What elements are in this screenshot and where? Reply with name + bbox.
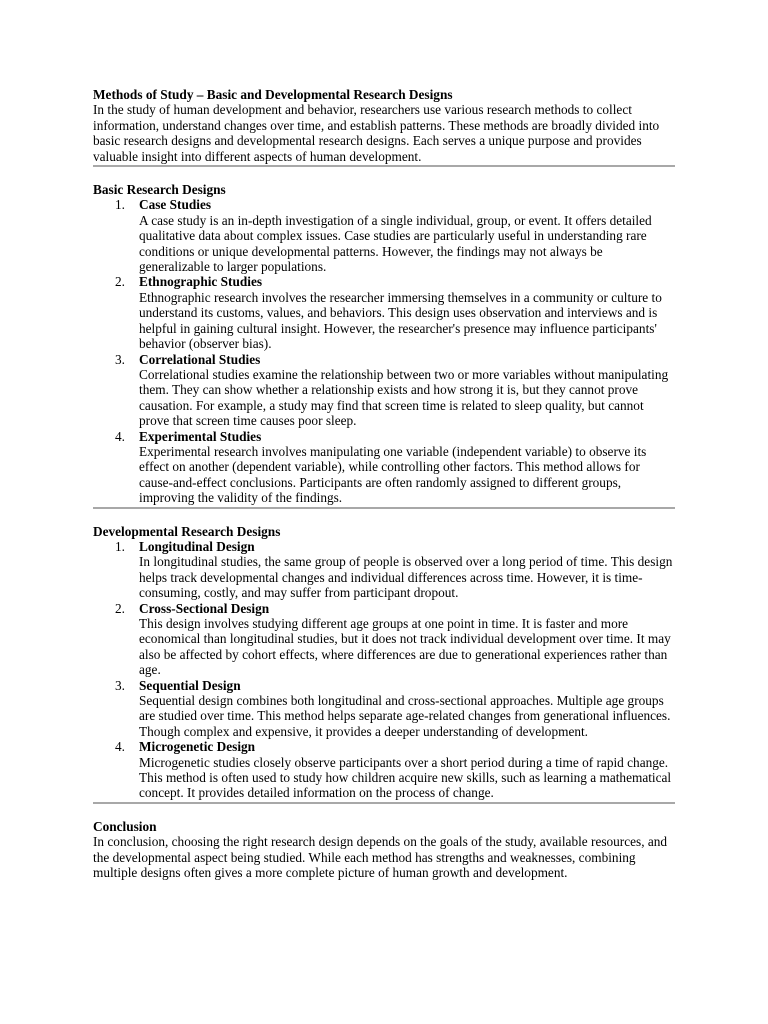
developmental-research-section [93, 524, 675, 801]
basic-research-list [93, 197, 675, 505]
list-item-title: Case Studies [139, 197, 212, 213]
conclusion-section [93, 819, 675, 881]
developmental-research-heading: Developmental Research Designs [93, 523, 281, 539]
list-item-number: 1. [115, 197, 125, 213]
list-item [93, 197, 675, 274]
conclusion-paragraph: In conclusion, choosing the right research design depends on the goals of the study, available resources, and the developmental aspect being studied. While each method has strengths and weaknesses, combining multiple designs often gives a more complete picture of human growth and development. [93, 834, 668, 881]
list-item-title: Experimental Studies [139, 428, 262, 444]
list-item-number: 1. [115, 538, 125, 554]
list-item-number: 3. [115, 351, 125, 367]
list-item-number: 4. [115, 428, 125, 444]
list-item-title: Sequential Design [139, 677, 241, 693]
list-item-title: Ethnographic Studies [139, 274, 263, 290]
list-item-text: Sequential design combines both longitudinal and cross-sectional approaches. Multiple age groups are studied over time. This method helps separate age-related changes from generational influences. Though complex and expensive, it provides a deeper understanding of development. [139, 693, 671, 739]
list-item-number: 2. [115, 274, 125, 290]
list-item-text: In longitudinal studies, the same group of people is observed over a long period of time. This design helps track developmental changes and individual differences across time. However, it is time-consuming, costly, and may suffer from participant dropout. [139, 554, 673, 601]
list-item-text: Microgenetic studies closely observe participants over a short period during a time of rapid change. This method is often used to study how children acquire new skills, such as learning a mathematical concept. It provides detailed information on the process of change. [139, 754, 672, 801]
basic-research-heading: Basic Research Designs [93, 182, 226, 198]
conclusion-heading: Conclusion [93, 818, 157, 834]
list-item [93, 678, 675, 740]
document-content [93, 87, 675, 881]
list-item [93, 274, 675, 351]
list-item-title: Microgenetic Design [139, 739, 256, 755]
document-title: Methods of Study – Basic and Developmental Research Designs [93, 87, 453, 102]
list-item-number: 2. [115, 600, 125, 616]
list-item-text: Correlational studies examine the relationship between two or more variables without manipulating them. They can show whether a relationship exists and how strong it is, but they cannot prove causation. For example, a study may find that screen time is related to sleep quality, but cannot prove that screen time causes poor sleep. [139, 366, 669, 429]
list-item-title: Correlational Studies [139, 351, 261, 367]
basic-research-section [93, 182, 675, 506]
list-item [93, 601, 675, 678]
list-item [93, 429, 675, 506]
list-item-text: Ethnographic research involves the researcher immersing themselves in a community or culture to understand its customs, values, and behaviors. This design uses observation and interviews and is helpful in gaining cultural insight. However, the researcher's presence may influence participants' behavior (observer bias). [139, 289, 662, 352]
intro-paragraph: In the study of human development and behavior, researchers use various research methods to collect information, understand changes over time, and establish patterns. These methods are broadly divided into basic research designs and developmental research designs. Each serves a unique purpose and provides valuable insight into different aspects of human development. [93, 102, 660, 164]
list-item-text: A case study is an in-depth investigation of a single individual, group, or event. It offers detailed qualitative data about complex issues. Case studies are particularly useful in understanding rare conditions or unique developmental patterns. However, the findings may not always be generalizable to larger populations. [139, 212, 652, 275]
list-item [93, 739, 675, 801]
list-item [93, 539, 675, 601]
list-item-title: Cross-Sectional Design [139, 600, 270, 616]
list-item-text: This design involves studying different age groups at one point in time. It is faster and more economical than longitudinal studies, but it does not track individual development over time. It may also be affected by cohort effects, where differences are due to generational experiences rather than age. [139, 616, 671, 678]
list-item [93, 352, 675, 429]
developmental-research-list [93, 539, 675, 801]
list-item-title: Longitudinal Design [139, 538, 255, 554]
list-item-text: Experimental research involves manipulating one variable (independent variable) to observe its effect on another (dependent variable), while controlling other factors. This method allows for cause-and-effect conclusions. Participants are often randomly assigned to different groups, improving the validity of the findings. [139, 443, 647, 506]
list-item-number: 3. [115, 677, 125, 693]
list-item-number: 4. [115, 739, 125, 755]
